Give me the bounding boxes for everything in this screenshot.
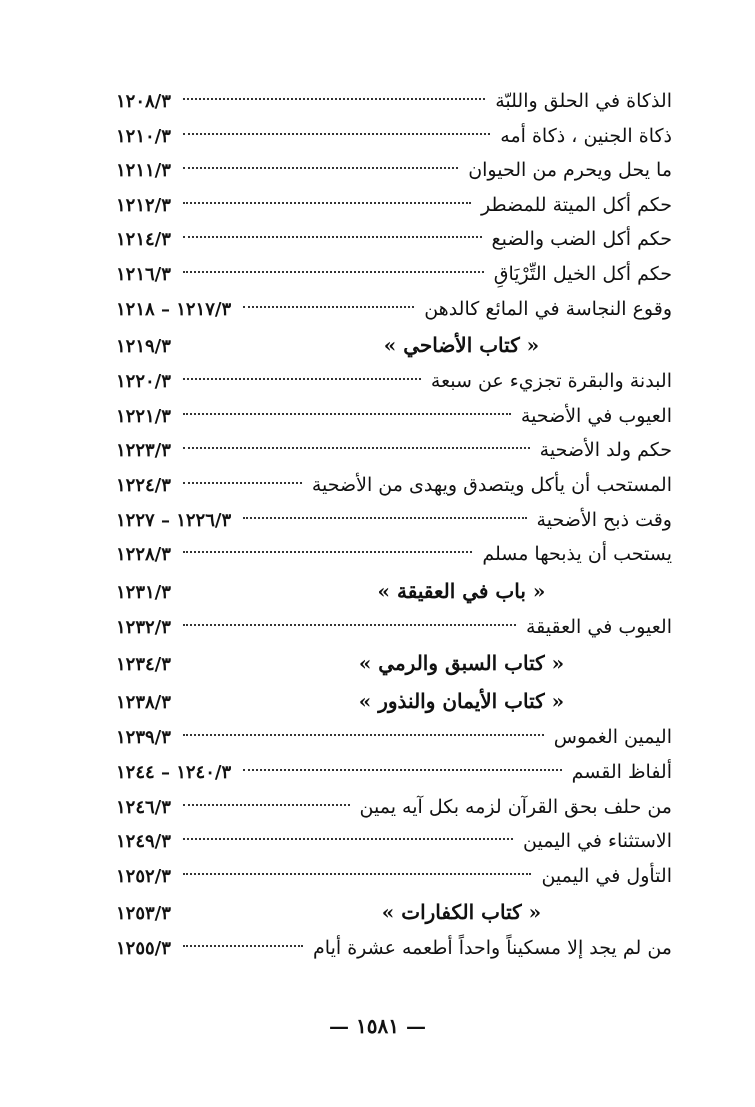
dot-leader [183, 202, 471, 204]
toc-entry [116, 433, 672, 468]
entry-page-ref: ١٢١٠/٣ [116, 125, 171, 147]
dot-leader [183, 804, 350, 806]
entry-page-ref: ١٢٢٦/٣ – ١٢٢٧ [116, 509, 232, 531]
toc-entry [116, 188, 672, 223]
chapter-page-ref: ١٢٥٣/٣ [116, 903, 171, 925]
toc-entry [116, 119, 672, 154]
entry-title: اليمين الغموس [553, 726, 672, 749]
dot-leader [183, 447, 530, 449]
chapter-page-ref: ١٢٣٤/٣ [116, 654, 171, 676]
entry-page-ref: ١٢١٦/٣ [116, 263, 171, 285]
entry-title: من لم يجد إلا مسكيناً واحداً أطعمه عشرة أيام [313, 937, 672, 960]
entry-page-ref: ١٢١٧/٣ – ١٢١٨ [116, 298, 232, 320]
dot-leader [183, 167, 458, 169]
dot-leader [183, 378, 421, 380]
dot-leader [183, 624, 516, 626]
entry-page-ref: ١٢٥٢/٣ [116, 865, 171, 887]
entry-page-ref: ١٢٢١/٣ [116, 405, 171, 427]
entry-page-ref: ١٢٢٠/٣ [116, 371, 171, 393]
entry-page-ref: ١٢١٤/٣ [116, 229, 171, 251]
toc-entry [116, 153, 672, 188]
toc-entry [116, 790, 672, 825]
toc-entry [116, 468, 672, 503]
table-of-contents [116, 84, 672, 966]
toc-entry [116, 931, 672, 966]
entry-title: المستحب أن يأكل ويتصدق ويهدى من الأضحية [311, 473, 672, 496]
entry-page-ref: ١٢٥٥/٣ [116, 938, 171, 960]
toc-entry [116, 292, 672, 327]
toc-entry [116, 84, 672, 119]
dot-leader [183, 734, 544, 736]
toc-chapter-heading [116, 572, 672, 610]
toc-entry [116, 364, 672, 399]
entry-title: ألفاظ القسم [571, 760, 672, 783]
chapter-title: « كتاب الأضاحي » [383, 333, 540, 358]
entry-page-ref: ١٢٢٣/٣ [116, 440, 171, 462]
dot-leader [183, 838, 513, 840]
toc-chapter-heading [116, 644, 672, 682]
entry-page-ref: ١٢٠٨/٣ [116, 91, 171, 112]
toc-entry [116, 824, 672, 859]
entry-page-ref: ١٢٢٤/٣ [116, 474, 171, 496]
chapter-title: « كتاب الأيمان والنذور » [358, 689, 565, 714]
entry-page-ref: ١٢٤٦/٣ [116, 796, 171, 818]
entry-title: العيوب في العقيقة [525, 615, 672, 638]
entry-title: ذكاة الجنين ، ذكاة أمه [500, 124, 672, 147]
entry-page-ref: ١٢٤٠/٣ – ١٢٤٤ [116, 761, 232, 783]
toc-entry [116, 399, 672, 434]
entry-title: الاستثناء في اليمين [523, 830, 672, 853]
entry-title: حكم ولد الأضحية [539, 439, 672, 462]
chapter-title: « كتاب الكفارات » [381, 900, 542, 925]
dot-leader [243, 306, 414, 308]
dot-leader [183, 482, 302, 484]
toc-chapter-heading [116, 682, 672, 720]
toc-chapter-heading [116, 893, 672, 931]
toc-entry [116, 257, 672, 292]
chapter-title: « باب في العقيقة » [377, 578, 546, 603]
entry-title: حكم أكل الميتة للمضطر [480, 193, 672, 216]
chapter-title: « كتاب السبق والرمي » [358, 651, 565, 676]
toc-entry [116, 859, 672, 894]
entry-title: التأول في اليمين [541, 864, 672, 887]
dot-leader [183, 873, 532, 875]
toc-entry [116, 720, 672, 755]
chapter-page-ref: ١٢١٩/٣ [116, 336, 171, 358]
entry-title: العيوب في الأضحية [520, 404, 672, 427]
entry-title: البدنة والبقرة تجزيء عن سبعة [430, 370, 672, 393]
entry-title: يستحب أن يذبحها مسلم [482, 543, 672, 566]
entry-page-ref: ١٢١١/٣ [116, 160, 171, 182]
dot-leader [243, 769, 562, 771]
toc-entry [116, 537, 672, 572]
entry-title: وقوع النجاسة في المائع كالدهن [424, 297, 672, 320]
toc-entry [116, 610, 672, 645]
toc-entry [116, 503, 672, 538]
entry-page-ref: ١٢١٢/٣ [116, 194, 171, 216]
entry-title: وقت ذبح الأضحية [536, 508, 672, 531]
entry-page-ref: ١٢٢٨/٣ [116, 544, 171, 566]
toc-entry [116, 222, 672, 257]
page-number: — ١٥٨١ — [329, 1014, 426, 1038]
dot-leader [183, 945, 303, 947]
toc-entry [116, 755, 672, 790]
chapter-page-ref: ١٢٣٨/٣ [116, 692, 171, 714]
entry-title: حكم أكل الخيل التِّرْيَاقِ [493, 262, 672, 285]
entry-title: الذكاة في الحلق واللبّة [495, 90, 672, 112]
dot-leader [183, 413, 511, 415]
entry-title: ما يحل ويحرم من الحيوان [468, 159, 672, 182]
entry-page-ref: ١٢٣٢/٣ [116, 616, 171, 638]
dot-leader [183, 551, 472, 553]
entry-title: من حلف بحق القرآن لزمه بكل آيه يمين [359, 795, 672, 818]
toc-chapter-heading [116, 326, 672, 364]
chapter-page-ref: ١٢٣١/٣ [116, 581, 171, 603]
entry-page-ref: ١٢٣٩/٣ [116, 727, 171, 749]
dot-leader [243, 517, 526, 519]
entry-page-ref: ١٢٤٩/٣ [116, 831, 171, 853]
dot-leader [183, 236, 482, 238]
entry-title: حكم أكل الضب والضبع [491, 228, 672, 251]
dot-leader [183, 98, 485, 100]
dot-leader [183, 271, 484, 273]
dot-leader [183, 133, 490, 135]
